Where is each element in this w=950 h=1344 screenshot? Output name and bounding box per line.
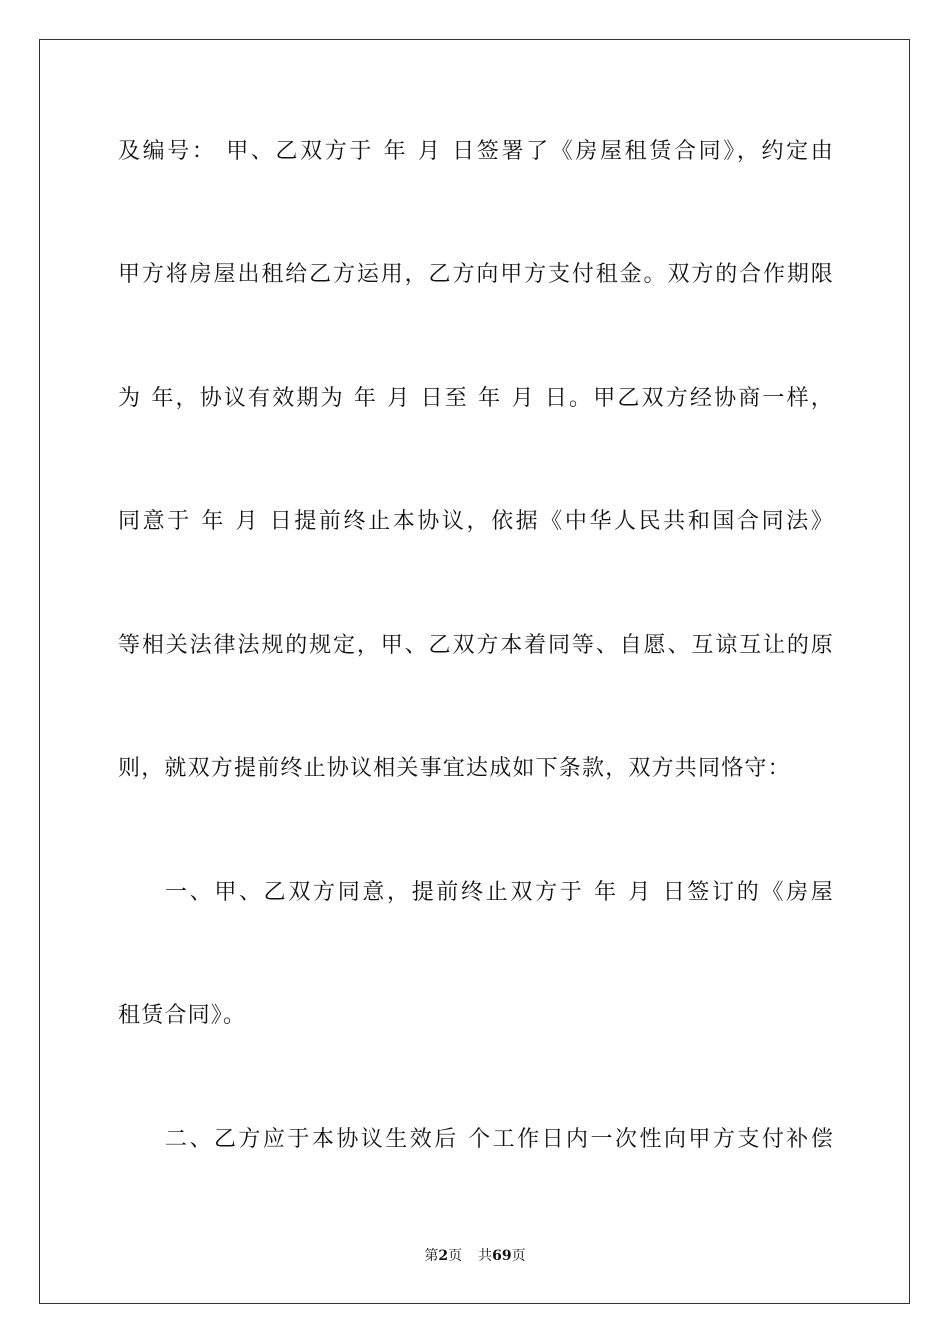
- page-footer: [0, 1246, 950, 1266]
- clause-2-line-1: 二、乙方应于本协议生效后 个工作日内一次性向甲方支付补偿: [165, 1127, 834, 1152]
- page-number: 2: [438, 1248, 449, 1264]
- page-frame: [39, 39, 910, 1304]
- body-line-2: 甲方将房屋出租给乙方运用，乙方向甲方支付租金。双方的合作期限: [118, 262, 834, 287]
- total-pages: 69: [492, 1248, 512, 1264]
- page-prefix: 第: [424, 1248, 439, 1264]
- body-line-4: 同意于 年 月 日提前终止本协议，依据《中华人民共和国合同法》: [118, 509, 834, 534]
- total-prefix: 共: [478, 1248, 493, 1264]
- total-suffix: 页: [511, 1248, 526, 1264]
- clause-1-line-1: 一、甲、乙双方同意，提前终止双方于 年 月 日签订的《房屋: [165, 880, 834, 905]
- body-line-1: 及编号： 甲、乙双方于 年 月 日签署了《房屋租赁合同》，约定由: [118, 139, 834, 164]
- page-suffix: 页: [448, 1248, 463, 1264]
- body-line-3: 为 年，协议有效期为 年 月 日至 年 月 日。甲乙双方经协商一样，: [118, 386, 834, 411]
- clause-1-line-2: 租赁合同》。: [118, 1003, 247, 1028]
- body-line-5: 等相关法律法规的规定，甲、乙双方本着同等、自愿、互谅互让的原: [118, 633, 834, 658]
- body-line-6: 则，就双方提前终止协议相关事宜达成如下条款，双方共同恪守：: [118, 756, 791, 781]
